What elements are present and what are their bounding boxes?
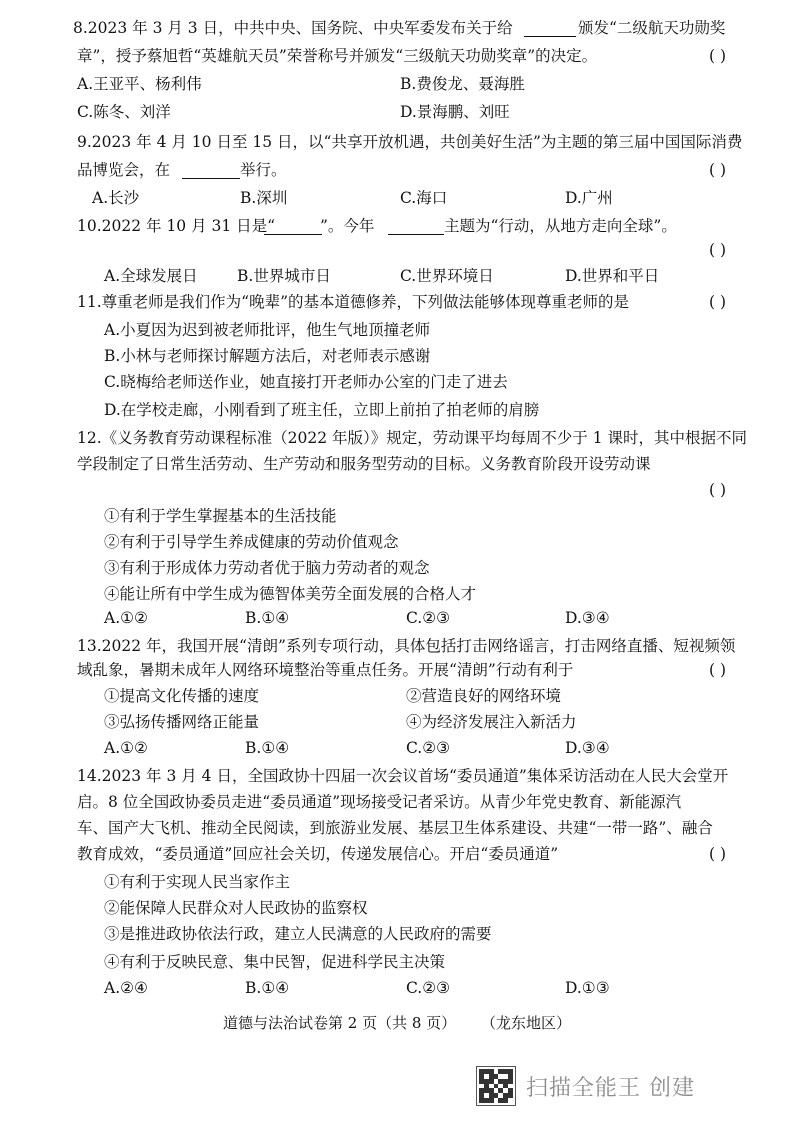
q14-statement-1-line	[0, 868, 794, 896]
q8-stem-part-2: 颁发“二级航天功勋奖	[578, 19, 726, 37]
q14-statement-2-line	[0, 894, 794, 922]
q10-option-b: B.世界城市日	[237, 267, 331, 285]
q8-line-2	[0, 42, 794, 70]
q11-line-1	[0, 288, 794, 316]
q10-options-row	[0, 262, 794, 290]
q9-option-d: D.广州	[565, 189, 613, 207]
q10-stem-part-2: ”。今年	[320, 217, 375, 235]
q8-options-row-1	[0, 70, 794, 98]
q12-statement-1-line	[0, 502, 794, 530]
q14-stem-part-2: 启。8 位全国政协委员走进“委员通道”现场接受记者采访。从青少年党史教育、新能源汽	[77, 793, 682, 811]
region-label: （龙东地区）	[480, 1014, 571, 1032]
q8-options-row-2	[0, 98, 794, 126]
q13-answer-paren: ( )	[708, 661, 726, 679]
q12-answer-paren: ( )	[708, 481, 726, 499]
q14-answer-paren: ( )	[708, 845, 726, 863]
q11-option-a: A.小夏因为迟到被老师批评，他生气地顶撞老师	[104, 321, 431, 339]
q13-stem-part-2: 域乱象，暑期未成年人网络环境整治等重点任务。开展“清朗”行动有利于	[77, 661, 574, 679]
q9-answer-blank	[182, 162, 240, 179]
q11-option-a-line	[0, 316, 794, 344]
q13-statement-1: ①提高文化传播的速度	[104, 687, 260, 705]
q14-statement-3-line	[0, 920, 794, 948]
q14-statement-4: ④有利于反映民意、集中民智，促进科学民主决策	[104, 953, 446, 971]
q12-statement-4: ④能让所有中学生成为德智体美劳全面发展的合格人才	[104, 585, 477, 603]
q11-option-b-line	[0, 342, 794, 370]
q14-line-2	[0, 788, 794, 816]
q14-stem-part-4: 教育成效，“委员通道”回应社会关切，传递发展信心。开启“委员通道”	[77, 845, 559, 863]
q13-statement-3: ③弘扬传播网络正能量	[104, 713, 260, 731]
q14-statement-2: ②能保障人民群众对人民政协的监察权	[104, 899, 368, 917]
q12-options-row	[0, 604, 794, 632]
q9-option-a: A.长沙	[92, 189, 140, 207]
page-number-label: 道德与法治试卷第 2 页（共 8 页）	[223, 1014, 457, 1032]
q10-answer-blank-1	[264, 218, 322, 235]
q14-stem-part-3: 车、国产大飞机、推动全民阅读，到旅游业发展、基层卫生体系建设、共建“一带一路”、融合	[77, 819, 713, 837]
q13-options-row	[0, 734, 794, 762]
q14-statement-1: ①有利于实现人民当家作主	[104, 873, 291, 891]
q12-paren-line	[0, 476, 794, 504]
q10-stem-part-1: 10.2022 年 10 月 31 日是“	[77, 217, 276, 235]
q8-option-c: C.陈冬、刘洋	[77, 103, 171, 121]
q11-option-d-line	[0, 396, 794, 424]
q14-option-d: D.①③	[565, 979, 610, 997]
q14-option-c: C.②③	[406, 979, 451, 997]
q10-stem-part-3: 主题为“行动，从地方走向全球”。	[444, 217, 677, 235]
q11-answer-paren: ( )	[708, 293, 726, 311]
q11-stem: 11.尊重老师是我们作为“晚辈”的基本道德修养，下列做法能够体现尊重老师的是	[77, 293, 630, 311]
scanner-brand-text: 扫描全能王 创建	[526, 1075, 695, 1101]
q8-answer-blank	[524, 20, 576, 37]
q14-options-row	[0, 974, 794, 1002]
q14-option-a: A.②④	[104, 979, 148, 997]
q9-stem-part-1: 9.2023 年 4 月 10 日至 15 日，以“共享开放机遇，共创美好生活”为主题的第三届中国国际消费	[77, 133, 743, 151]
q12-option-c: C.②③	[406, 609, 451, 627]
page-footer	[0, 1012, 794, 1033]
q10-answer-blank-2	[388, 218, 444, 235]
q12-statement-2-line	[0, 528, 794, 556]
q11-option-d: D.在学校走廊，小刚看到了班主任，立即上前拍了拍老师的肩膀	[104, 401, 540, 419]
q12-statement-1: ①有利于学生掌握基本的生活技能	[104, 507, 337, 525]
q12-stem-part-2: 学段制定了日常生活劳动、生产劳动和服务型劳动的目标。义务教育阶段开设劳动课	[77, 455, 651, 473]
q12-statement-3-line	[0, 554, 794, 582]
q13-statements-row-1	[0, 682, 794, 710]
q12-stem-part-1: 12.《义务教育劳动课程标准（2022 年版）》规定，劳动课平均每周不少于 1 课时，其中根据不同	[77, 429, 747, 447]
q9-option-c: C.海口	[400, 189, 448, 207]
q9-stem-part-3: 举行。	[240, 161, 287, 179]
q10-paren-line	[0, 236, 794, 264]
q14-option-b: B.①④	[245, 979, 290, 997]
q12-statement-2: ②有利于引导学生养成健康的劳动价值观念	[104, 533, 399, 551]
q14-line-1	[0, 762, 794, 790]
q14-line-3	[0, 814, 794, 842]
q12-line-2	[0, 450, 794, 478]
q13-statement-2: ②营造良好的网络环境	[406, 687, 562, 705]
q10-option-d: D.世界和平日	[565, 267, 660, 285]
q9-answer-paren: ( )	[708, 161, 726, 179]
q8-option-a: A.王亚平、杨利伟	[77, 75, 202, 93]
q12-option-d: D.③④	[565, 609, 610, 627]
q14-stem-part-1: 14.2023 年 3 月 4 日，全国政协十四届一次会议首场“委员通道”集体采访活动在人民大会堂开	[77, 767, 729, 785]
q13-stem-part-1: 13.2022 年，我国开展“清朗”系列专项行动，具体包括打击网络谣言，打击网络直播、短视频领	[77, 637, 736, 655]
q9-line-1	[0, 128, 794, 156]
q8-option-d: D.景海鹏、刘旺	[400, 103, 510, 121]
q8-answer-paren: ( )	[708, 47, 726, 65]
q12-line-1	[0, 424, 794, 452]
q14-line-4	[0, 840, 794, 868]
qr-code-icon	[476, 1066, 516, 1106]
q8-option-b: B.费俊龙、聂海胜	[400, 75, 525, 93]
q11-option-c-line	[0, 368, 794, 396]
q13-option-c: C.②③	[406, 739, 451, 757]
q9-line-2	[0, 156, 794, 184]
q10-option-c: C.世界环境日	[400, 267, 494, 285]
q12-option-b: B.①④	[245, 609, 290, 627]
q11-option-b: B.小林与老师探讨解题方法后，对老师表示感谢	[104, 347, 431, 365]
q13-option-d: D.③④	[565, 739, 610, 757]
q10-answer-paren: ( )	[708, 241, 726, 259]
q10-option-a: A.全球发展日	[104, 267, 198, 285]
q9-stem-part-2: 品博览会，在	[77, 161, 171, 179]
scanner-watermark	[476, 1065, 695, 1107]
q13-option-a: A.①②	[104, 739, 148, 757]
q8-stem-part-3: 章”，授予蔡旭哲“英雄航天员”荣誉称号并颁发“三级航天功勋奖章”的决定。	[77, 47, 598, 65]
q13-statements-row-2	[0, 708, 794, 736]
q8-stem-part-1: 8.2023 年 3 月 3 日，中共中央、国务院、中央军委发布关于给	[73, 19, 513, 37]
q9-options-row	[0, 184, 794, 212]
q8-line-1	[0, 14, 794, 42]
q13-statement-4: ④为经济发展注入新活力	[406, 713, 577, 731]
q9-option-b: B.深圳	[240, 189, 288, 207]
q12-option-a: A.①②	[104, 609, 148, 627]
q12-statement-3: ③有利于形成体力劳动者优于脑力劳动者的观念	[104, 559, 430, 577]
q13-line-2	[0, 656, 794, 684]
q13-option-b: B.①④	[245, 739, 290, 757]
q11-option-c: C.晓梅给老师送作业，她直接打开老师办公室的门走了进去	[104, 373, 508, 391]
q14-statement-4-line	[0, 948, 794, 976]
q14-statement-3: ③是推进政协依法行政，建立人民满意的人民政府的需要	[104, 925, 492, 943]
